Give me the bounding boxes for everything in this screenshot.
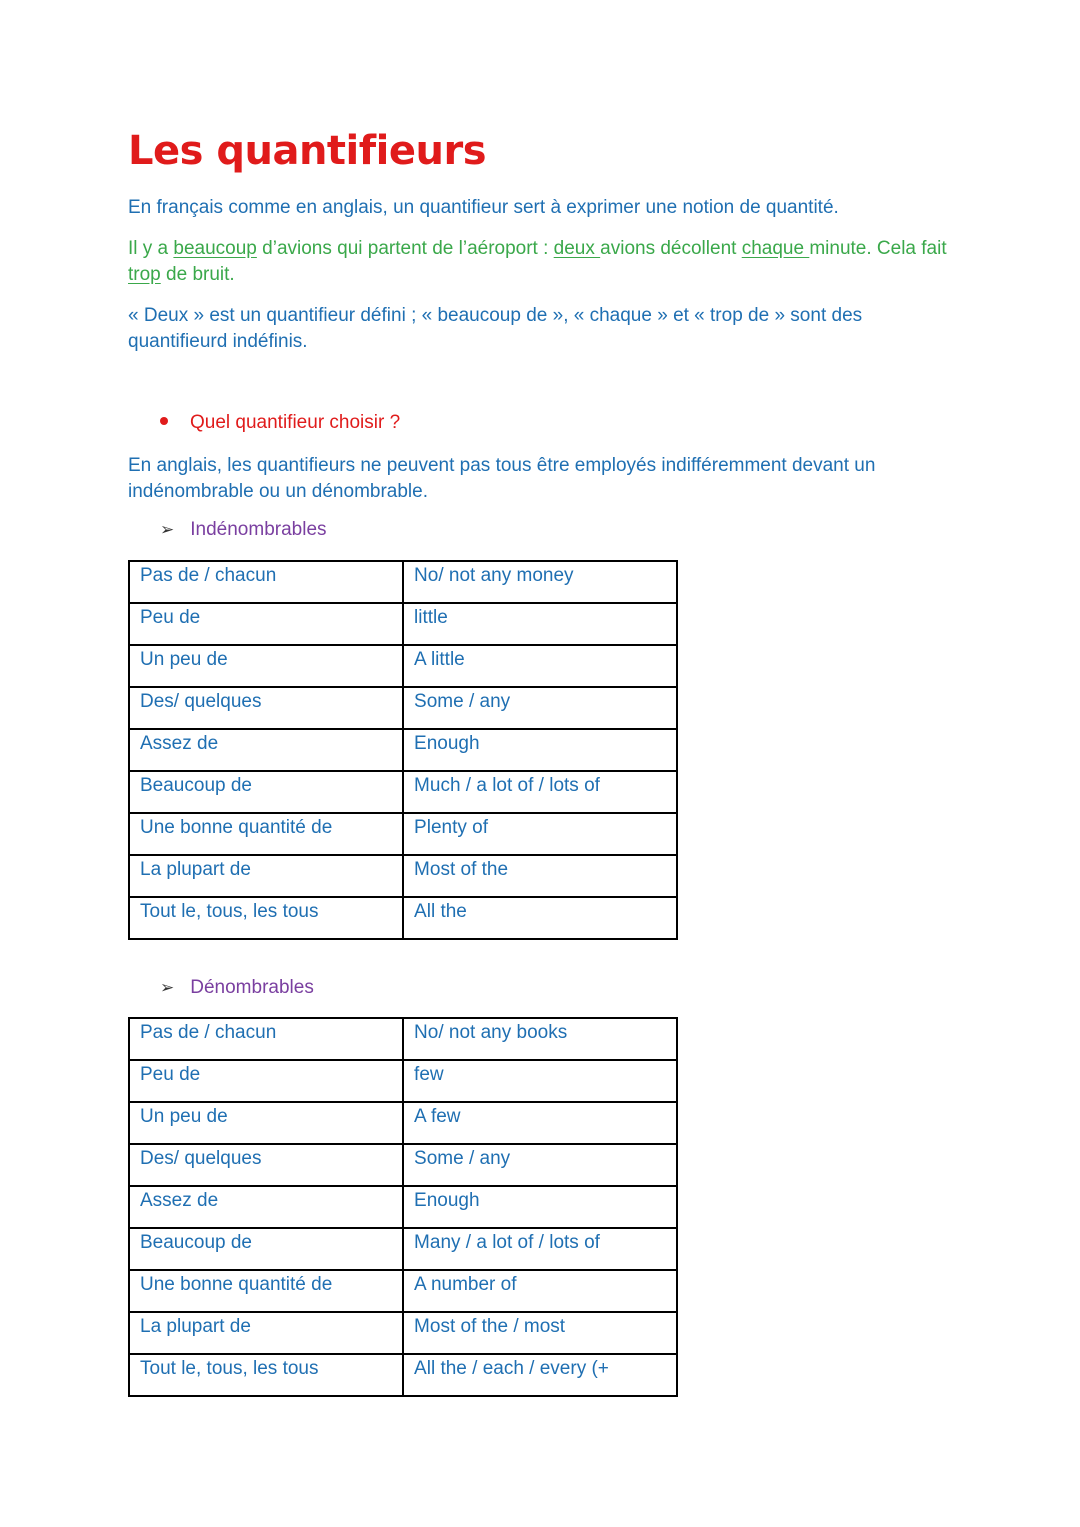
table-row: [129, 1312, 677, 1354]
french-cell: Une bonne quantité de: [129, 813, 403, 855]
table-row: [129, 561, 677, 603]
french-cell: Tout le, tous, les tous: [129, 1354, 403, 1396]
subheading-label: Dénombrables: [190, 977, 314, 998]
bullet-label: Quel quantifieur choisir ?: [190, 412, 401, 433]
table-row: [129, 1228, 677, 1270]
table-row: [129, 813, 677, 855]
english-cell: No/ not any books: [403, 1018, 677, 1060]
french-cell: La plupart de: [129, 1312, 403, 1354]
english-cell: No/ not any money: [403, 561, 677, 603]
example-text: d’avions qui partent de l’aéroport :: [256, 238, 554, 259]
table-row: [129, 855, 677, 897]
french-cell: Beaucoup de: [129, 771, 403, 813]
table-row: [129, 603, 677, 645]
example-text: Il y a: [128, 238, 174, 259]
table-row: [129, 897, 677, 939]
example-word-chaque: chaque: [741, 238, 810, 259]
table-row: [129, 1060, 677, 1102]
english-cell: Most of the / most: [403, 1312, 677, 1354]
bullet-item: [160, 412, 400, 434]
table-row: [129, 1270, 677, 1312]
bullet-dot-icon: [160, 417, 168, 425]
example-word-trop: trop: [128, 264, 161, 285]
english-cell: Most of the: [403, 855, 677, 897]
french-cell: Peu de: [129, 1060, 403, 1102]
french-cell: Un peu de: [129, 1102, 403, 1144]
english-cell: A little: [403, 645, 677, 687]
example-word-deux: deux: [553, 238, 601, 259]
subheading-label: Indénombrables: [190, 519, 327, 540]
english-cell: few: [403, 1060, 677, 1102]
french-cell: Une bonne quantité de: [129, 1270, 403, 1312]
subheading-denombrables: [160, 977, 314, 999]
intro-paragraph: En français comme en anglais, un quantifieur sert à exprimer une notion de quantité.: [128, 197, 839, 218]
french-cell: Des/ quelques: [129, 1144, 403, 1186]
table-row: [129, 771, 677, 813]
english-cell: Much / a lot of / lots of: [403, 771, 677, 813]
subheading-indenombrables: [160, 519, 327, 541]
english-cell: Plenty of: [403, 813, 677, 855]
table-row: [129, 1102, 677, 1144]
table-row: [129, 1186, 677, 1228]
french-cell: Un peu de: [129, 645, 403, 687]
table-row: [129, 645, 677, 687]
bullet-paragraph: En anglais, les quantifieurs ne peuvent pas tous être employés indifféremment devant un indénombrable ou un dénombrable.: [128, 455, 876, 502]
example-text: minute. Cela fait: [809, 238, 947, 259]
table-row: [129, 687, 677, 729]
english-cell: Some / any: [403, 687, 677, 729]
explanation-paragraph: « Deux » est un quantifieur défini ; « beaucoup de », « chaque » et « trop de » sont des quantifieurd indéfinis.: [128, 305, 863, 352]
example-word-beaucoup: beaucoup: [173, 238, 257, 259]
english-cell: little: [403, 603, 677, 645]
french-cell: La plupart de: [129, 855, 403, 897]
english-cell: Many / a lot of / lots of: [403, 1228, 677, 1270]
english-cell: Enough: [403, 1186, 677, 1228]
french-cell: Peu de: [129, 603, 403, 645]
french-cell: Pas de / chacun: [129, 561, 403, 603]
table-row: [129, 729, 677, 771]
arrow-bullet-icon: ➢: [160, 978, 175, 997]
french-cell: Tout le, tous, les tous: [129, 897, 403, 939]
example-text: avions décollent: [600, 238, 742, 259]
table-row: [129, 1354, 677, 1396]
french-cell: Beaucoup de: [129, 1228, 403, 1270]
english-cell: A few: [403, 1102, 677, 1144]
example-paragraph: [128, 236, 958, 288]
french-cell: Assez de: [129, 1186, 403, 1228]
english-cell: All the / each / every (+: [403, 1354, 677, 1396]
table-row: [129, 1018, 677, 1060]
french-cell: Des/ quelques: [129, 687, 403, 729]
table-indenombrables: [128, 560, 678, 940]
example-text: de bruit.: [160, 264, 235, 285]
english-cell: Some / any: [403, 1144, 677, 1186]
table-row: [129, 1144, 677, 1186]
arrow-bullet-icon: ➢: [160, 520, 175, 539]
table-denombrables: [128, 1017, 678, 1397]
french-cell: Pas de / chacun: [129, 1018, 403, 1060]
english-cell: A number of: [403, 1270, 677, 1312]
english-cell: All the: [403, 897, 677, 939]
page-title: Les quantifieurs: [128, 128, 487, 174]
english-cell: Enough: [403, 729, 677, 771]
french-cell: Assez de: [129, 729, 403, 771]
